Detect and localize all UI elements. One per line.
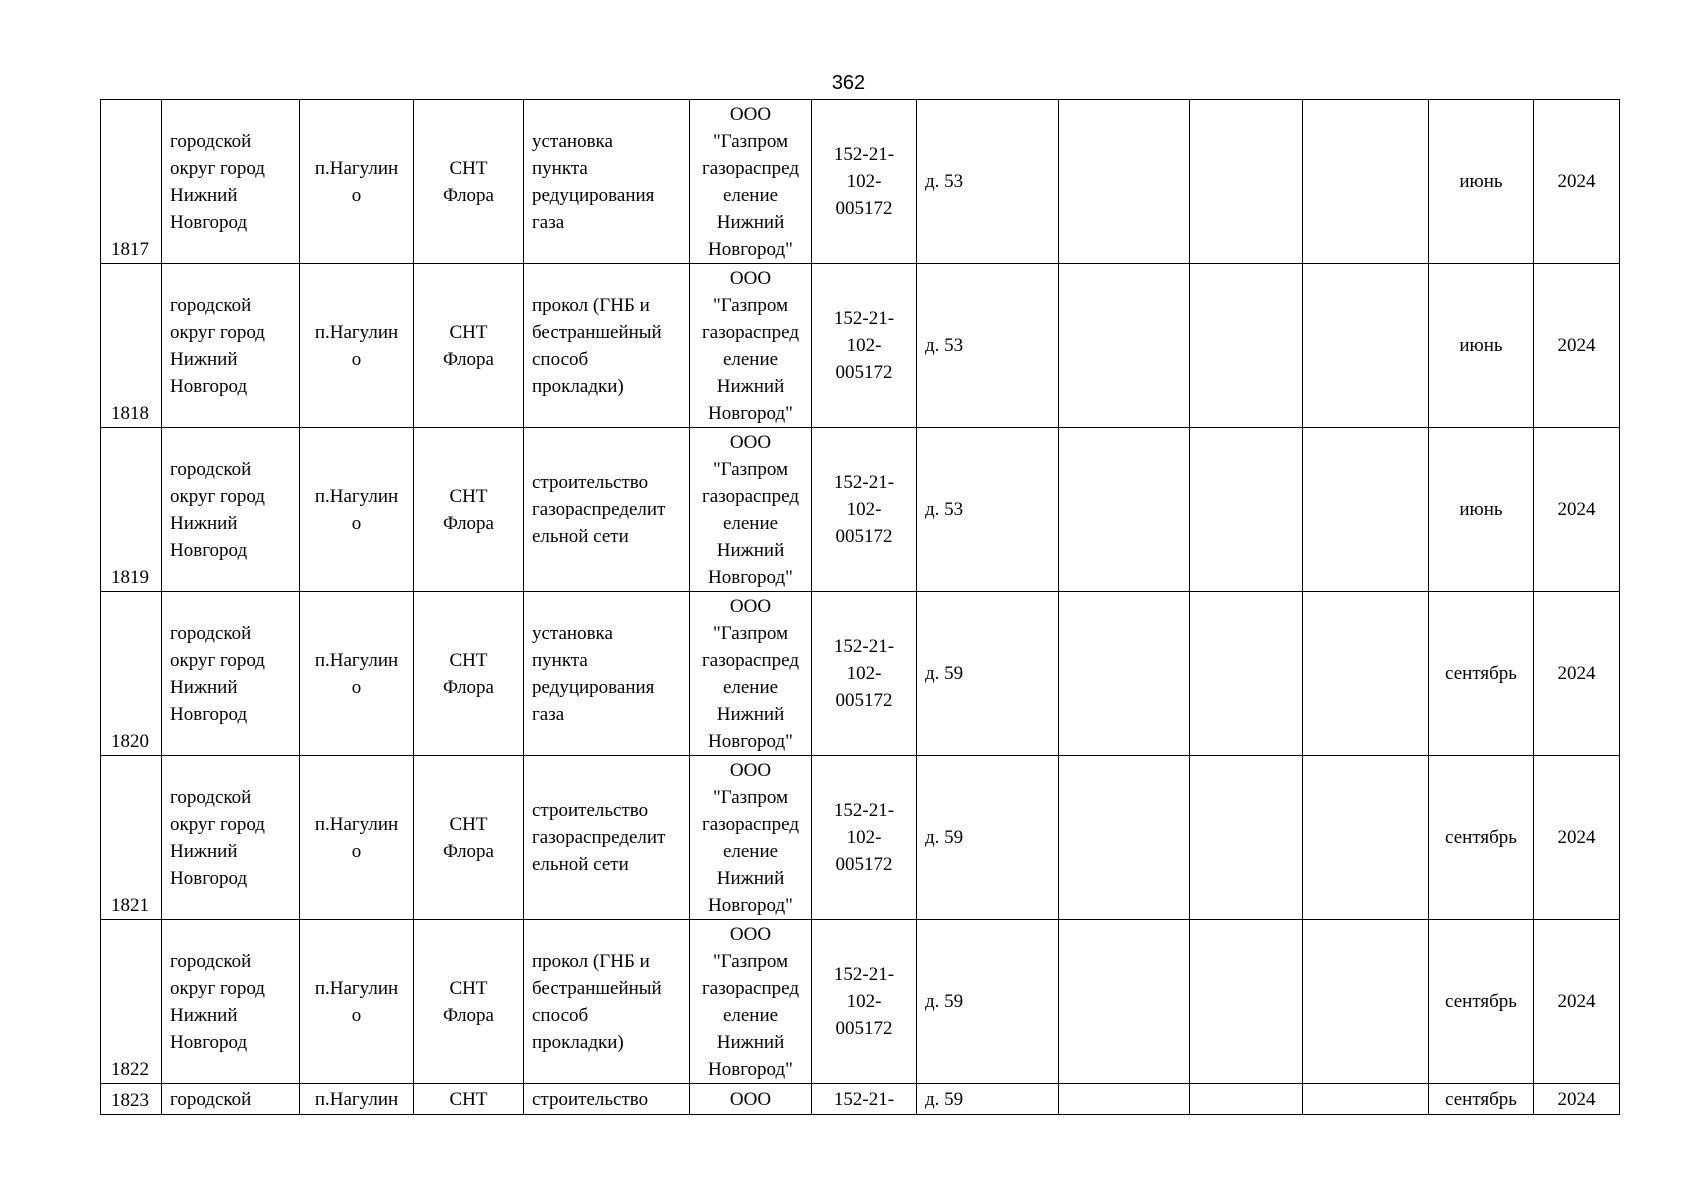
empty-cell [1190,1084,1303,1115]
address-cell: д. 59 [917,756,1059,920]
empty-cell [1303,592,1429,756]
empty-cell [1059,1084,1190,1115]
address-cell: д. 59 [917,920,1059,1084]
year-cell: 2024 [1534,756,1620,920]
empty-cell [1059,100,1190,264]
row-number-cell: 1822 [101,920,162,1084]
row-number-cell: 1821 [101,756,162,920]
district-cell: городской округ город Нижний Новгород [162,264,300,428]
organization-cell: ООО "Газпром газораспред еление Нижний Новгород" [690,100,812,264]
organization-cell: ООО "Газпром газораспред еление Нижний Новгород" [690,756,812,920]
table-row [101,428,1620,592]
row-number-cell: 1823 [101,1084,162,1115]
empty-cell [1303,756,1429,920]
address-cell: д. 59 [917,1084,1059,1115]
empty-cell [1190,920,1303,1084]
object-cell: СНТ [414,1084,524,1115]
settlement-cell: п.Нагулин о [300,920,414,1084]
address-cell: д. 53 [917,100,1059,264]
table-row [101,264,1620,428]
code-cell: 152-21- 102- 005172 [812,592,917,756]
month-cell: июнь [1429,264,1534,428]
work-type-cell: прокол (ГНБ и бестраншейный способ прокладки) [524,920,690,1084]
work-type-cell: строительство [524,1084,690,1115]
empty-cell [1190,264,1303,428]
organization-cell: ООО [690,1084,812,1115]
year-cell: 2024 [1534,100,1620,264]
settlement-cell: п.Нагулин о [300,428,414,592]
empty-cell [1303,428,1429,592]
page-number: 362 [831,72,866,94]
work-type-cell: прокол (ГНБ и бестраншейный способ прокладки) [524,264,690,428]
empty-cell [1303,264,1429,428]
organization-cell: ООО "Газпром газораспред еление Нижний Новгород" [690,264,812,428]
schedule-table [100,99,1620,1115]
object-cell: СНТ Флора [414,100,524,264]
table-body [101,100,1620,1115]
settlement-cell: п.Нагулин о [300,264,414,428]
month-cell: сентябрь [1429,756,1534,920]
object-cell: СНТ Флора [414,264,524,428]
code-cell: 152-21- 102- 005172 [812,100,917,264]
empty-cell [1303,100,1429,264]
month-cell: июнь [1429,428,1534,592]
month-cell: сентябрь [1429,592,1534,756]
address-cell: д. 53 [917,428,1059,592]
object-cell: СНТ Флора [414,756,524,920]
work-type-cell: строительство газораспределит ельной сети [524,428,690,592]
address-cell: д. 53 [917,264,1059,428]
code-cell: 152-21- 102- 005172 [812,920,917,1084]
code-cell: 152-21- 102- 005172 [812,756,917,920]
settlement-cell: п.Нагулин [300,1084,414,1115]
empty-cell [1059,592,1190,756]
table-row [101,100,1620,264]
table-row [101,592,1620,756]
object-cell: СНТ Флора [414,428,524,592]
organization-cell: ООО "Газпром газораспред еление Нижний Новгород" [690,592,812,756]
empty-cell [1059,264,1190,428]
code-cell: 152-21- 102- 005172 [812,428,917,592]
month-cell: сентябрь [1429,920,1534,1084]
settlement-cell: п.Нагулин о [300,756,414,920]
district-cell: городской округ город Нижний Новгород [162,100,300,264]
district-cell: городской округ город Нижний Новгород [162,592,300,756]
code-cell: 152-21- [812,1084,917,1115]
object-cell: СНТ Флора [414,592,524,756]
settlement-cell: п.Нагулин о [300,100,414,264]
table-row [101,920,1620,1084]
table-row [101,1084,1620,1115]
empty-cell [1303,1084,1429,1115]
row-number-cell: 1819 [101,428,162,592]
empty-cell [1059,756,1190,920]
empty-cell [1059,428,1190,592]
organization-cell: ООО "Газпром газораспред еление Нижний Новгород" [690,920,812,1084]
settlement-cell: п.Нагулин о [300,592,414,756]
empty-cell [1190,100,1303,264]
work-type-cell: установка пункта редуцирования газа [524,100,690,264]
work-type-cell: установка пункта редуцирования газа [524,592,690,756]
district-cell: городской округ город Нижний Новгород [162,756,300,920]
empty-cell [1190,592,1303,756]
month-cell: июнь [1429,100,1534,264]
empty-cell [1190,428,1303,592]
table-row [101,756,1620,920]
empty-cell [1059,920,1190,1084]
row-number-cell: 1820 [101,592,162,756]
address-cell: д. 59 [917,592,1059,756]
empty-cell [1303,920,1429,1084]
month-cell: сентябрь [1429,1084,1534,1115]
year-cell: 2024 [1534,264,1620,428]
year-cell: 2024 [1534,428,1620,592]
year-cell: 2024 [1534,1084,1620,1115]
year-cell: 2024 [1534,920,1620,1084]
district-cell: городской округ город Нижний Новгород [162,920,300,1084]
district-cell: городской [162,1084,300,1115]
year-cell: 2024 [1534,592,1620,756]
district-cell: городской округ город Нижний Новгород [162,428,300,592]
work-type-cell: строительство газораспределит ельной сети [524,756,690,920]
object-cell: СНТ Флора [414,920,524,1084]
code-cell: 152-21- 102- 005172 [812,264,917,428]
organization-cell: ООО "Газпром газораспред еление Нижний Новгород" [690,428,812,592]
empty-cell [1190,756,1303,920]
row-number-cell: 1817 [101,100,162,264]
row-number-cell: 1818 [101,264,162,428]
